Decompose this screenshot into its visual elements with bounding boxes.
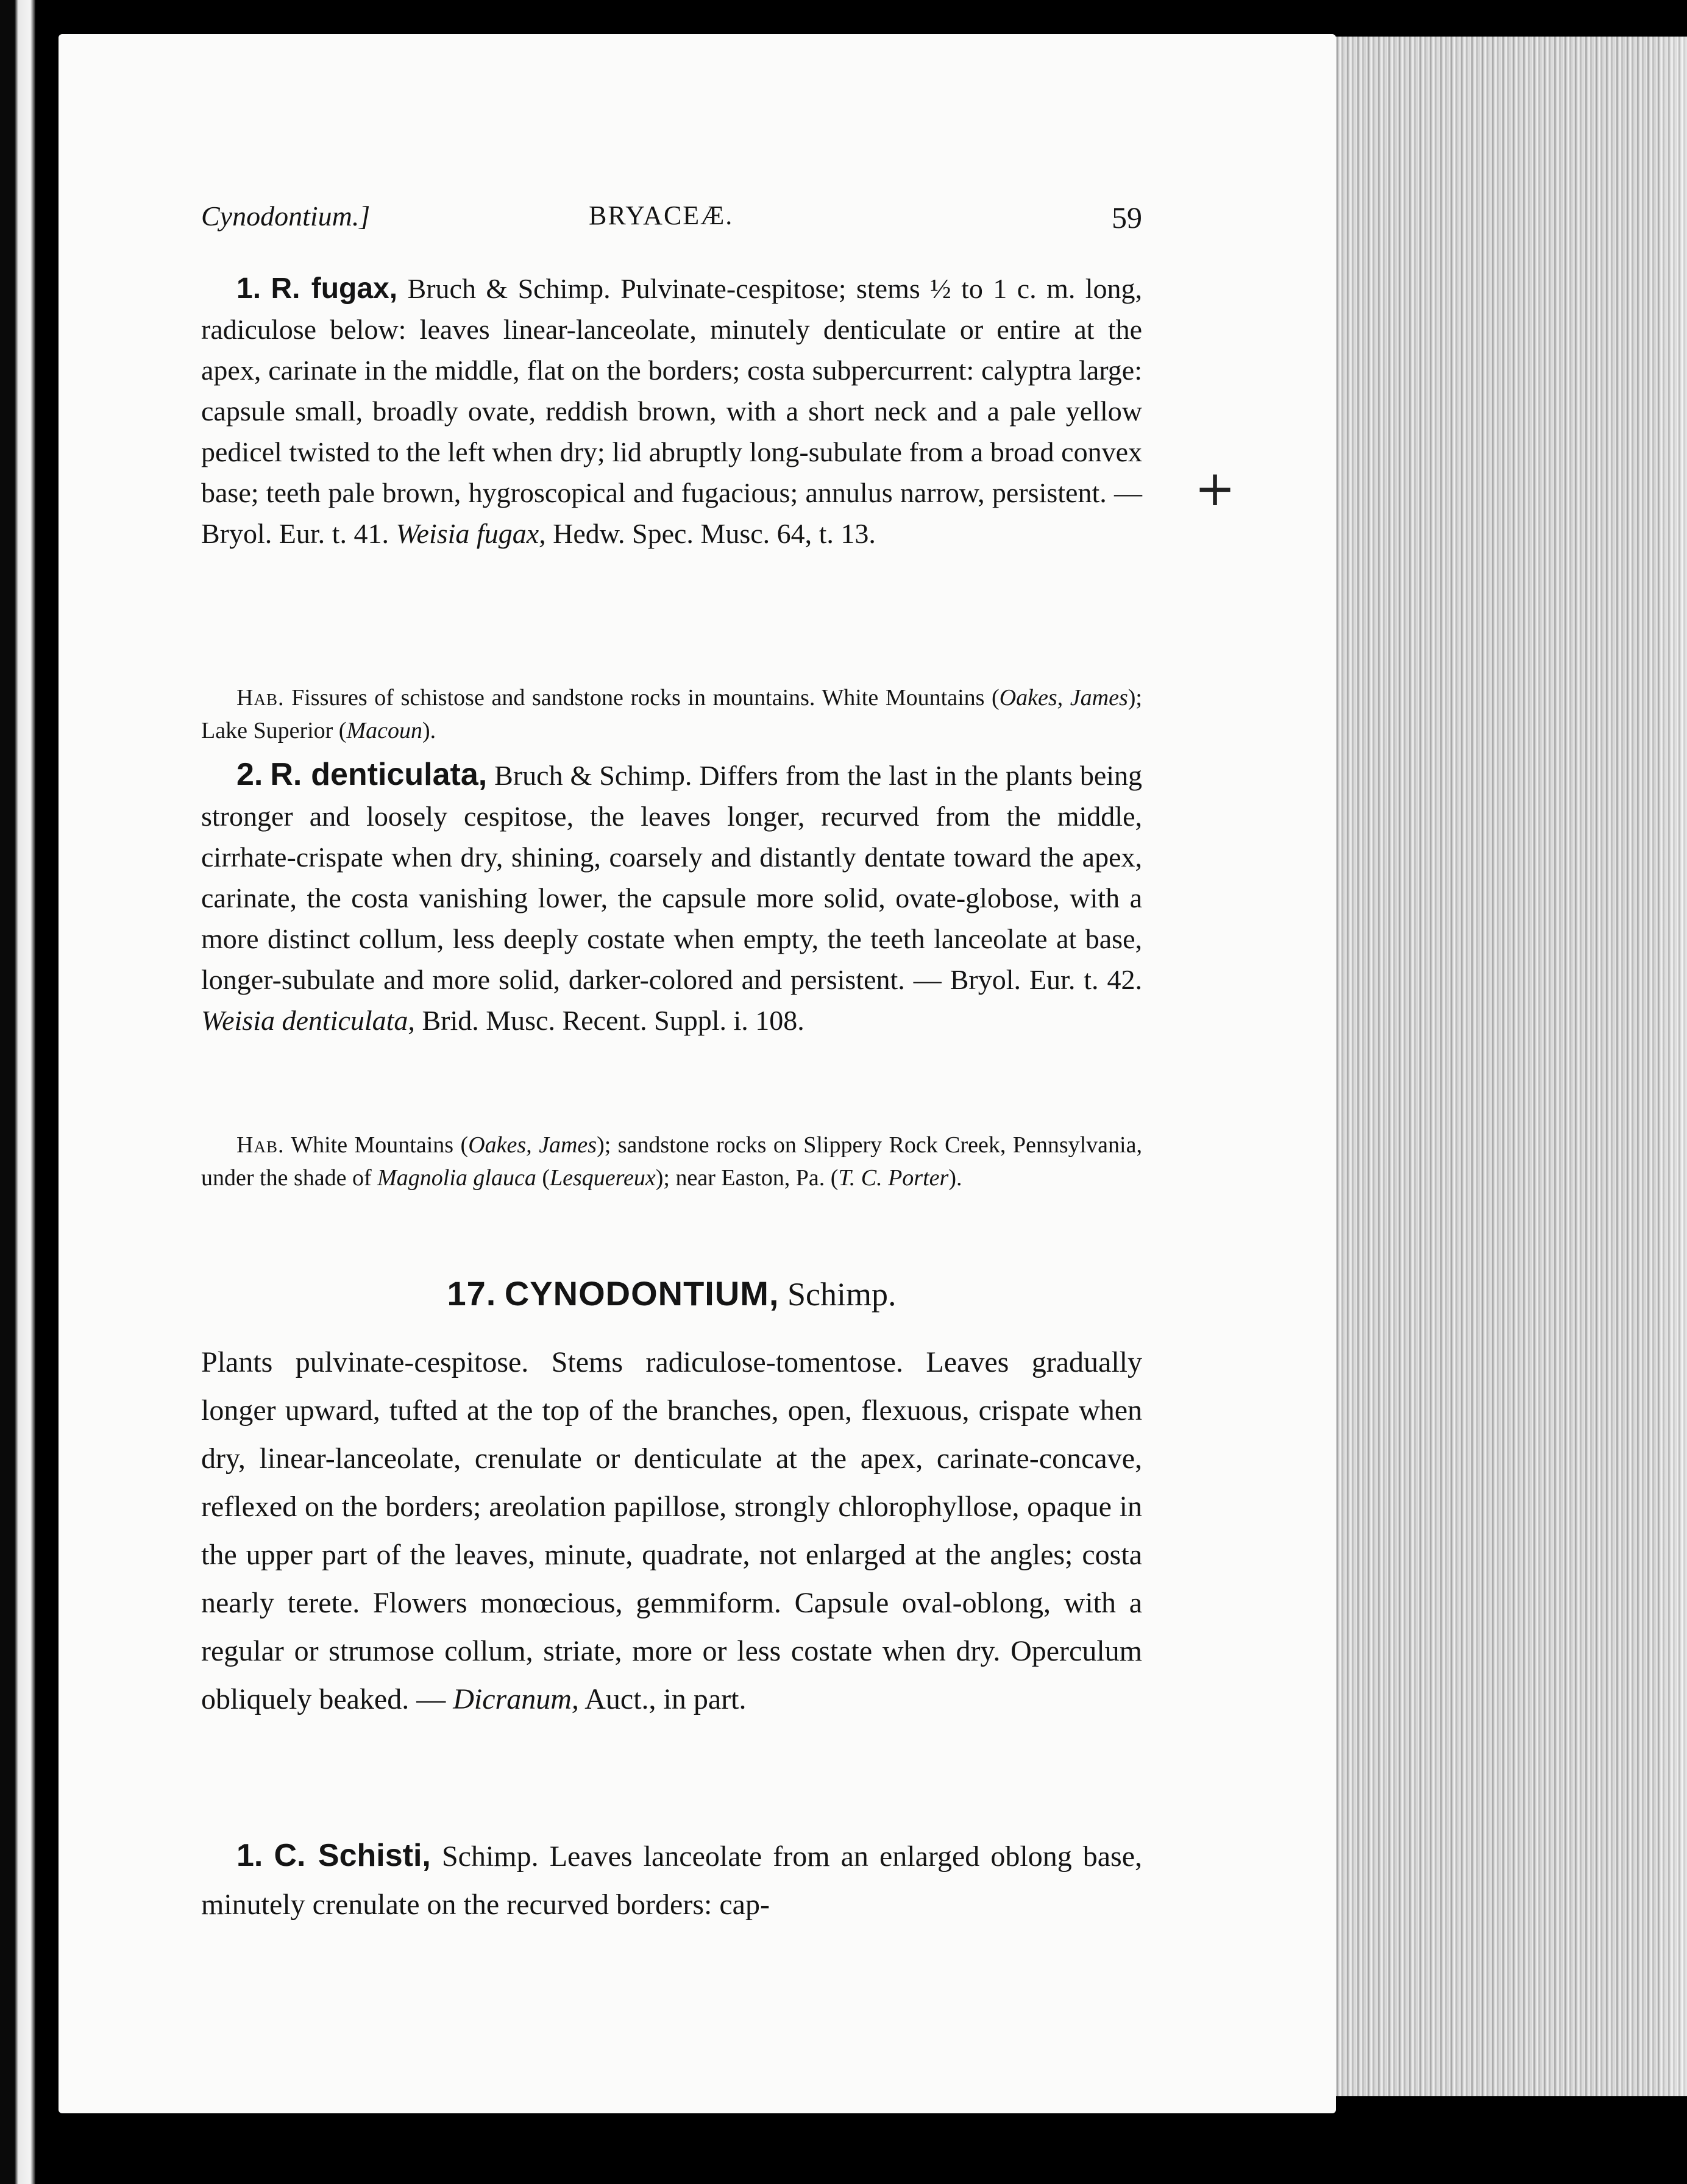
synonym-reference: Auct., in part.: [584, 1683, 747, 1715]
species-number: 2.: [236, 757, 263, 792]
species-description: Differs from the last in the plants being stronger and loosely cespitose, the leaves longer, recurved from the middle, cirrhate-crispate when dry, shining, coarsely and distantly dentate toward the apex, carinate, the costa vanishing lower, the capsule more solid, ovate-globose, with a more distinct collum, less deeply costate when empty, the teeth lanceolate at base, longer-subulate and more solid, darker-colored and persistent. — Bryol. Eur. t. 42.: [201, 760, 1143, 995]
species-name: R. denticulata,: [270, 757, 488, 792]
genus-description-text: Plants pulvinate-cespitose. Stems radiculose-tomentose. Leaves gradually longer upward, tufted at the top of the branches, open, flexuous, crispate when dry, linear-lanceolate, crenulate or denticulate at the apex, carinate-concave, reflexed on the borders; areolation papillose, strongly chlorophyllose, opaque in the upper part of the leaves, minute, quadrate, not enlarged at the angles; costa nearly terete. Flowers monœcious, gemmiform. Capsule oval-oblong, with a regular or strumose collum, striate, more or less costate when dry. Operculum obliquely beaked. —: [201, 1346, 1142, 1715]
synonym-name: Weisia fugax,: [396, 518, 546, 549]
species-description: Pulvinate-cespitose; stems ½ to 1 c. m. long, radiculose below: leaves linear-lanceolate, minutely denticulate or entire at the apex, carinate in the middle, flat on the borders; costa subpercurrent: calyptra large: capsule small, broadly ovate, reddish brown, with a short neck and a pale yellow pedicel twisted to the left when dry; lid abruptly long-subulate from a broad convex base; teeth pale brown, hygroscopical and fugacious; annulus narrow, persistent. — Bryol. Eur. t. 41.: [201, 273, 1143, 549]
genus-description: [201, 1338, 1142, 1723]
habitat-text: White Mountains (: [291, 1132, 469, 1158]
collector-names: T. C. Porter: [838, 1165, 949, 1191]
species-author: Bruch & Schimp.: [494, 760, 692, 791]
book-page-edges: [1321, 37, 1687, 2096]
species-number: 1.: [236, 272, 261, 305]
species-author: Schimp.: [441, 1840, 539, 1873]
collector-names: Oakes, James: [468, 1132, 597, 1158]
collector-names: Lesquereux: [549, 1165, 656, 1191]
synonym-reference: Hedw. Spec. Musc. 64, t. 13.: [553, 518, 876, 549]
page-number: 59: [1112, 200, 1142, 235]
genus-author: Schimp.: [787, 1276, 897, 1313]
habitat-fugax: [201, 681, 1142, 747]
genus-number: 17.: [447, 1274, 497, 1313]
collector-names: Macoun: [346, 718, 422, 743]
habitat-text: ); near Easton, Pa. (: [655, 1165, 839, 1191]
plant-name: Magnolia glauca: [377, 1165, 536, 1191]
species-entry-schisti: [201, 1832, 1142, 1929]
genus-name: CYNODONTIUM,: [504, 1274, 780, 1313]
running-header: [201, 200, 1142, 243]
habitat-text: Fissures of schistose and sandstone rocks in mountains. White Mountains (: [291, 685, 1000, 711]
species-author: Bruch & Schimp.: [407, 273, 611, 304]
habitat-text: ); Lake Superior (: [201, 685, 1142, 743]
section-title: BRYACEÆ.: [589, 200, 734, 230]
habitat-label: Hab.: [236, 685, 285, 711]
species-name: C. Schisti,: [274, 1838, 431, 1873]
species-name: R. fugax,: [271, 272, 398, 305]
habitat-text: ).: [422, 718, 436, 743]
synonym-reference: Brid. Musc. Recent. Suppl. i. 108.: [422, 1005, 804, 1036]
running-title: Cynodontium.]: [201, 200, 371, 232]
collector-names: Oakes, James: [999, 685, 1128, 711]
species-entry-denticulata: [201, 754, 1142, 1041]
genus-heading: [201, 1274, 1142, 1313]
habitat-text: ).: [948, 1165, 962, 1191]
adjacent-page-edge: [0, 0, 35, 2184]
habitat-label: Hab.: [236, 1132, 285, 1158]
synonym-name: Dicranum,: [453, 1683, 579, 1715]
species-number: 1.: [236, 1838, 263, 1873]
habitat-denticulata: [201, 1129, 1142, 1194]
habitat-text: ); sandstone rocks on Slippery Rock Creek, Pennsylvania, under the shade of: [201, 1132, 1142, 1191]
species-entry-fugax: [201, 268, 1142, 554]
margin-pencil-mark: +: [1195, 460, 1236, 517]
habitat-text: (: [542, 1165, 550, 1191]
species-description: Leaves lanceolate from an enlarged oblong base, minutely crenulate on the recurved borders: cap-: [201, 1840, 1143, 1921]
synonym-name: Weisia denticulata,: [201, 1005, 415, 1036]
